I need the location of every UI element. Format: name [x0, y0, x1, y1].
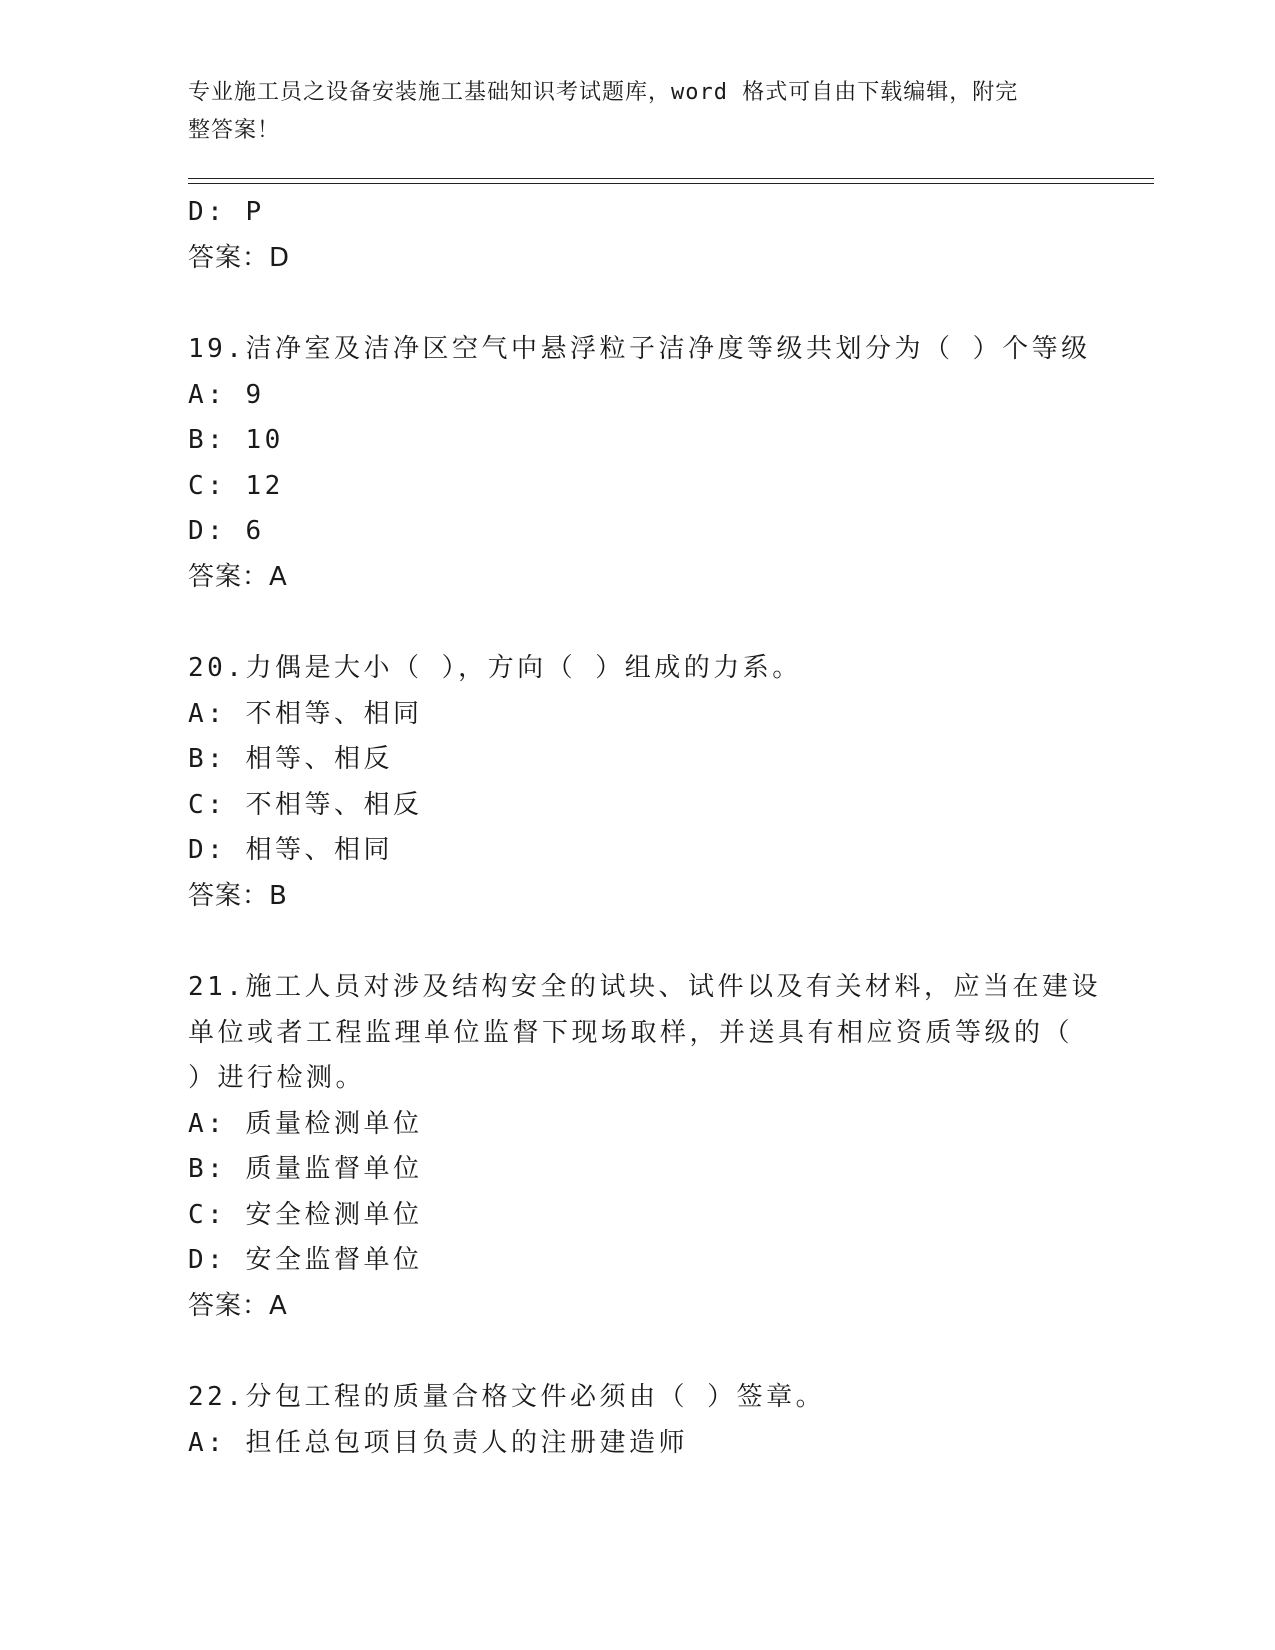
- question-list: [188, 190, 1101, 1466]
- option-d: D: 安全监督单位: [188, 1245, 423, 1275]
- question-stem: 19.洁净室及洁净区空气中悬浮粒子洁净度等级共划分为（ ）个等级: [188, 334, 1091, 364]
- question-stem-line-1: 21.施工人员对涉及结构安全的试块、试件以及有关材料，应当在建设: [188, 972, 1101, 1002]
- header-line-1: 专业施工员之设备安装施工基础知识考试题库，word 格式可自由下载编辑，附完: [188, 80, 1019, 105]
- question-21: [188, 965, 1101, 1329]
- document-header: [188, 74, 1068, 150]
- option-b: B: 10: [188, 425, 284, 455]
- answer: 答案：D: [188, 242, 291, 273]
- option-d: D: 相等、相同: [188, 835, 393, 865]
- question-20: [188, 646, 1088, 919]
- option-c: C: 12: [188, 470, 284, 501]
- header-divider-top: [188, 178, 1154, 179]
- option-b: B: 相等、相反: [188, 744, 393, 774]
- option-d: D: 6: [188, 516, 265, 546]
- option-c: C: 不相等、相反: [188, 789, 423, 820]
- option-a: A: 质量检测单位: [188, 1108, 423, 1139]
- answer: 答案：A: [188, 1290, 288, 1321]
- question-stem-line-3: ）进行检测。: [188, 1063, 366, 1093]
- question-22: [188, 1375, 1088, 1466]
- header-line-2: 整答案！: [188, 118, 281, 143]
- question-19: [188, 327, 1091, 600]
- option-a: A: 担任总包项目负责人的注册建造师: [188, 1427, 688, 1458]
- option-a: A: 9: [188, 379, 265, 410]
- option-c: C: 安全检测单位: [188, 1199, 423, 1230]
- answer: 答案：B: [188, 880, 288, 911]
- option-a: A: 不相等、相同: [188, 698, 423, 729]
- option-d: D: P: [188, 197, 265, 227]
- question-stem: 22.分包工程的质量合格文件必须由（ ）签章。: [188, 1382, 826, 1412]
- option-b: B: 质量监督单位: [188, 1154, 423, 1184]
- question-stem-line-2: 单位或者工程监理单位监督下现场取样，并送具有相应资质等级的（: [188, 1017, 1074, 1048]
- header-divider-bottom: [188, 183, 1154, 184]
- answer: 答案：A: [188, 561, 288, 592]
- question-stem: 20.力偶是大小（ ），方向（ ）组成的力系。: [188, 653, 802, 683]
